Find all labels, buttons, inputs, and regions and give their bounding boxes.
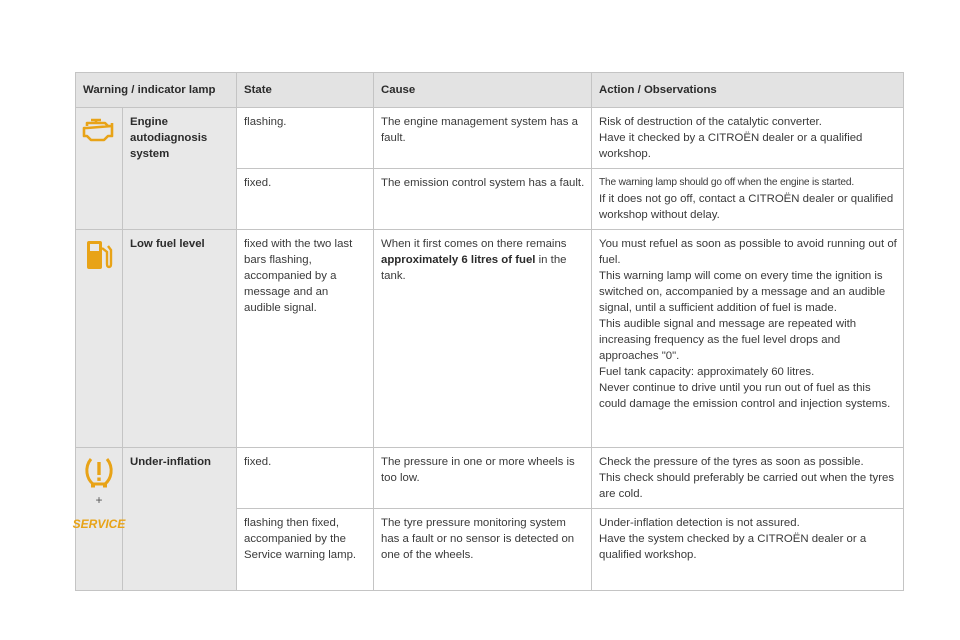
fuel-action-3: This audible signal and message are repeated with increasing frequency as the fuel level drops and approaches "0". xyxy=(599,318,857,362)
engine-lamp-name: Engine autodiagnosis system xyxy=(123,108,237,230)
tyre-cause-1-text: The pressure in one or more wheels is too low. xyxy=(381,456,575,484)
engine-action-1 xyxy=(592,108,904,169)
header-state: State xyxy=(237,73,374,108)
fuel-action-2: This warning lamp will come on every time the ignition is switched on, accompanied by a message and an audible signal, until a sufficient addition of fuel is made. xyxy=(599,270,886,314)
engine-cause-1 xyxy=(374,108,592,169)
service-warning-icon xyxy=(72,516,126,531)
engine-state-1: flashing. xyxy=(237,108,374,169)
fuel-action-5: Never continue to drive until you run out of fuel as this could damage the emission control and injection systems. xyxy=(599,382,891,410)
service-warning-text: SERVICE xyxy=(72,517,126,531)
fuel-action xyxy=(592,230,904,448)
header-action: Action / Observations xyxy=(592,73,904,108)
tyre-action-1 xyxy=(592,448,904,509)
header-lamp: Warning / indicator lamp xyxy=(76,73,237,108)
fuel-action-1: You must refuel as soon as possible to avoid running out of fuel. xyxy=(599,238,897,266)
engine-state-2: fixed. xyxy=(237,169,374,230)
engine-action-2a: The warning lamp should go off when the engine is started. xyxy=(599,177,854,188)
engine-icon-cell xyxy=(76,108,123,230)
tyre-state-1: fixed. xyxy=(237,448,374,509)
fuel-pump-icon xyxy=(84,238,114,272)
header-cause: Cause xyxy=(374,73,592,108)
fuel-cause-bold: approximately 6 litres of fuel xyxy=(381,254,536,266)
tyre-action-2a: Under-inflation detection is not assured. xyxy=(599,517,800,529)
fuel-action-4: Fuel tank capacity: approximately 60 litres. xyxy=(599,366,815,378)
plus-sign: + xyxy=(95,493,103,507)
fuel-cause-post: in the tank. xyxy=(381,254,567,282)
tyre-lamp-name: Under-inflation xyxy=(123,448,237,591)
tyre-action-1b: This check should preferably be carried out when the tyres are cold. xyxy=(599,472,895,500)
tyre-action-1a: Check the pressure of the tyres as soon as possible. xyxy=(599,456,864,468)
table-row xyxy=(76,108,904,169)
fuel-lamp-name: Low fuel level xyxy=(123,230,237,448)
table-header-row xyxy=(76,73,904,108)
fuel-state: fixed with the two last bars flashing, accompanied by a message and an audible signal. xyxy=(237,230,374,448)
tyre-cause-2: The tyre pressure monitoring system has a fault or no sensor is detected on one of the wheels. xyxy=(374,509,592,591)
warning-lamps-table xyxy=(72,72,904,591)
engine-action-2b: If it does not go off, contact a CITROËN dealer or qualified workshop without delay. xyxy=(599,193,894,221)
tyre-state-2: flashing then fixed, accompanied by the Service warning lamp. xyxy=(237,509,374,591)
tyre-action-2 xyxy=(592,509,904,591)
fuel-icon-cell xyxy=(76,230,123,448)
tyre-icon-cell xyxy=(72,448,126,591)
fuel-cause-pre: When it first comes on there remains xyxy=(381,238,567,250)
engine-action-1b: Have it checked by a CITROËN dealer or a qualified workshop. xyxy=(599,132,863,160)
engine-action-2 xyxy=(592,169,904,230)
tyre-action-2b: Have the system checked by a CITROËN dealer or a qualified workshop. xyxy=(599,533,867,561)
engine-icon xyxy=(82,116,116,142)
tyre-pressure-icon xyxy=(82,456,116,488)
table-row xyxy=(76,230,904,448)
engine-action-1a: Risk of destruction of the catalytic converter. xyxy=(599,116,822,128)
fuel-cause xyxy=(374,230,592,448)
table-row xyxy=(76,448,904,509)
tyre-cause-1 xyxy=(374,448,592,509)
engine-cause-1-text: The engine management system has a fault. xyxy=(381,116,578,144)
engine-cause-2: The emission control system has a fault. xyxy=(374,169,592,230)
